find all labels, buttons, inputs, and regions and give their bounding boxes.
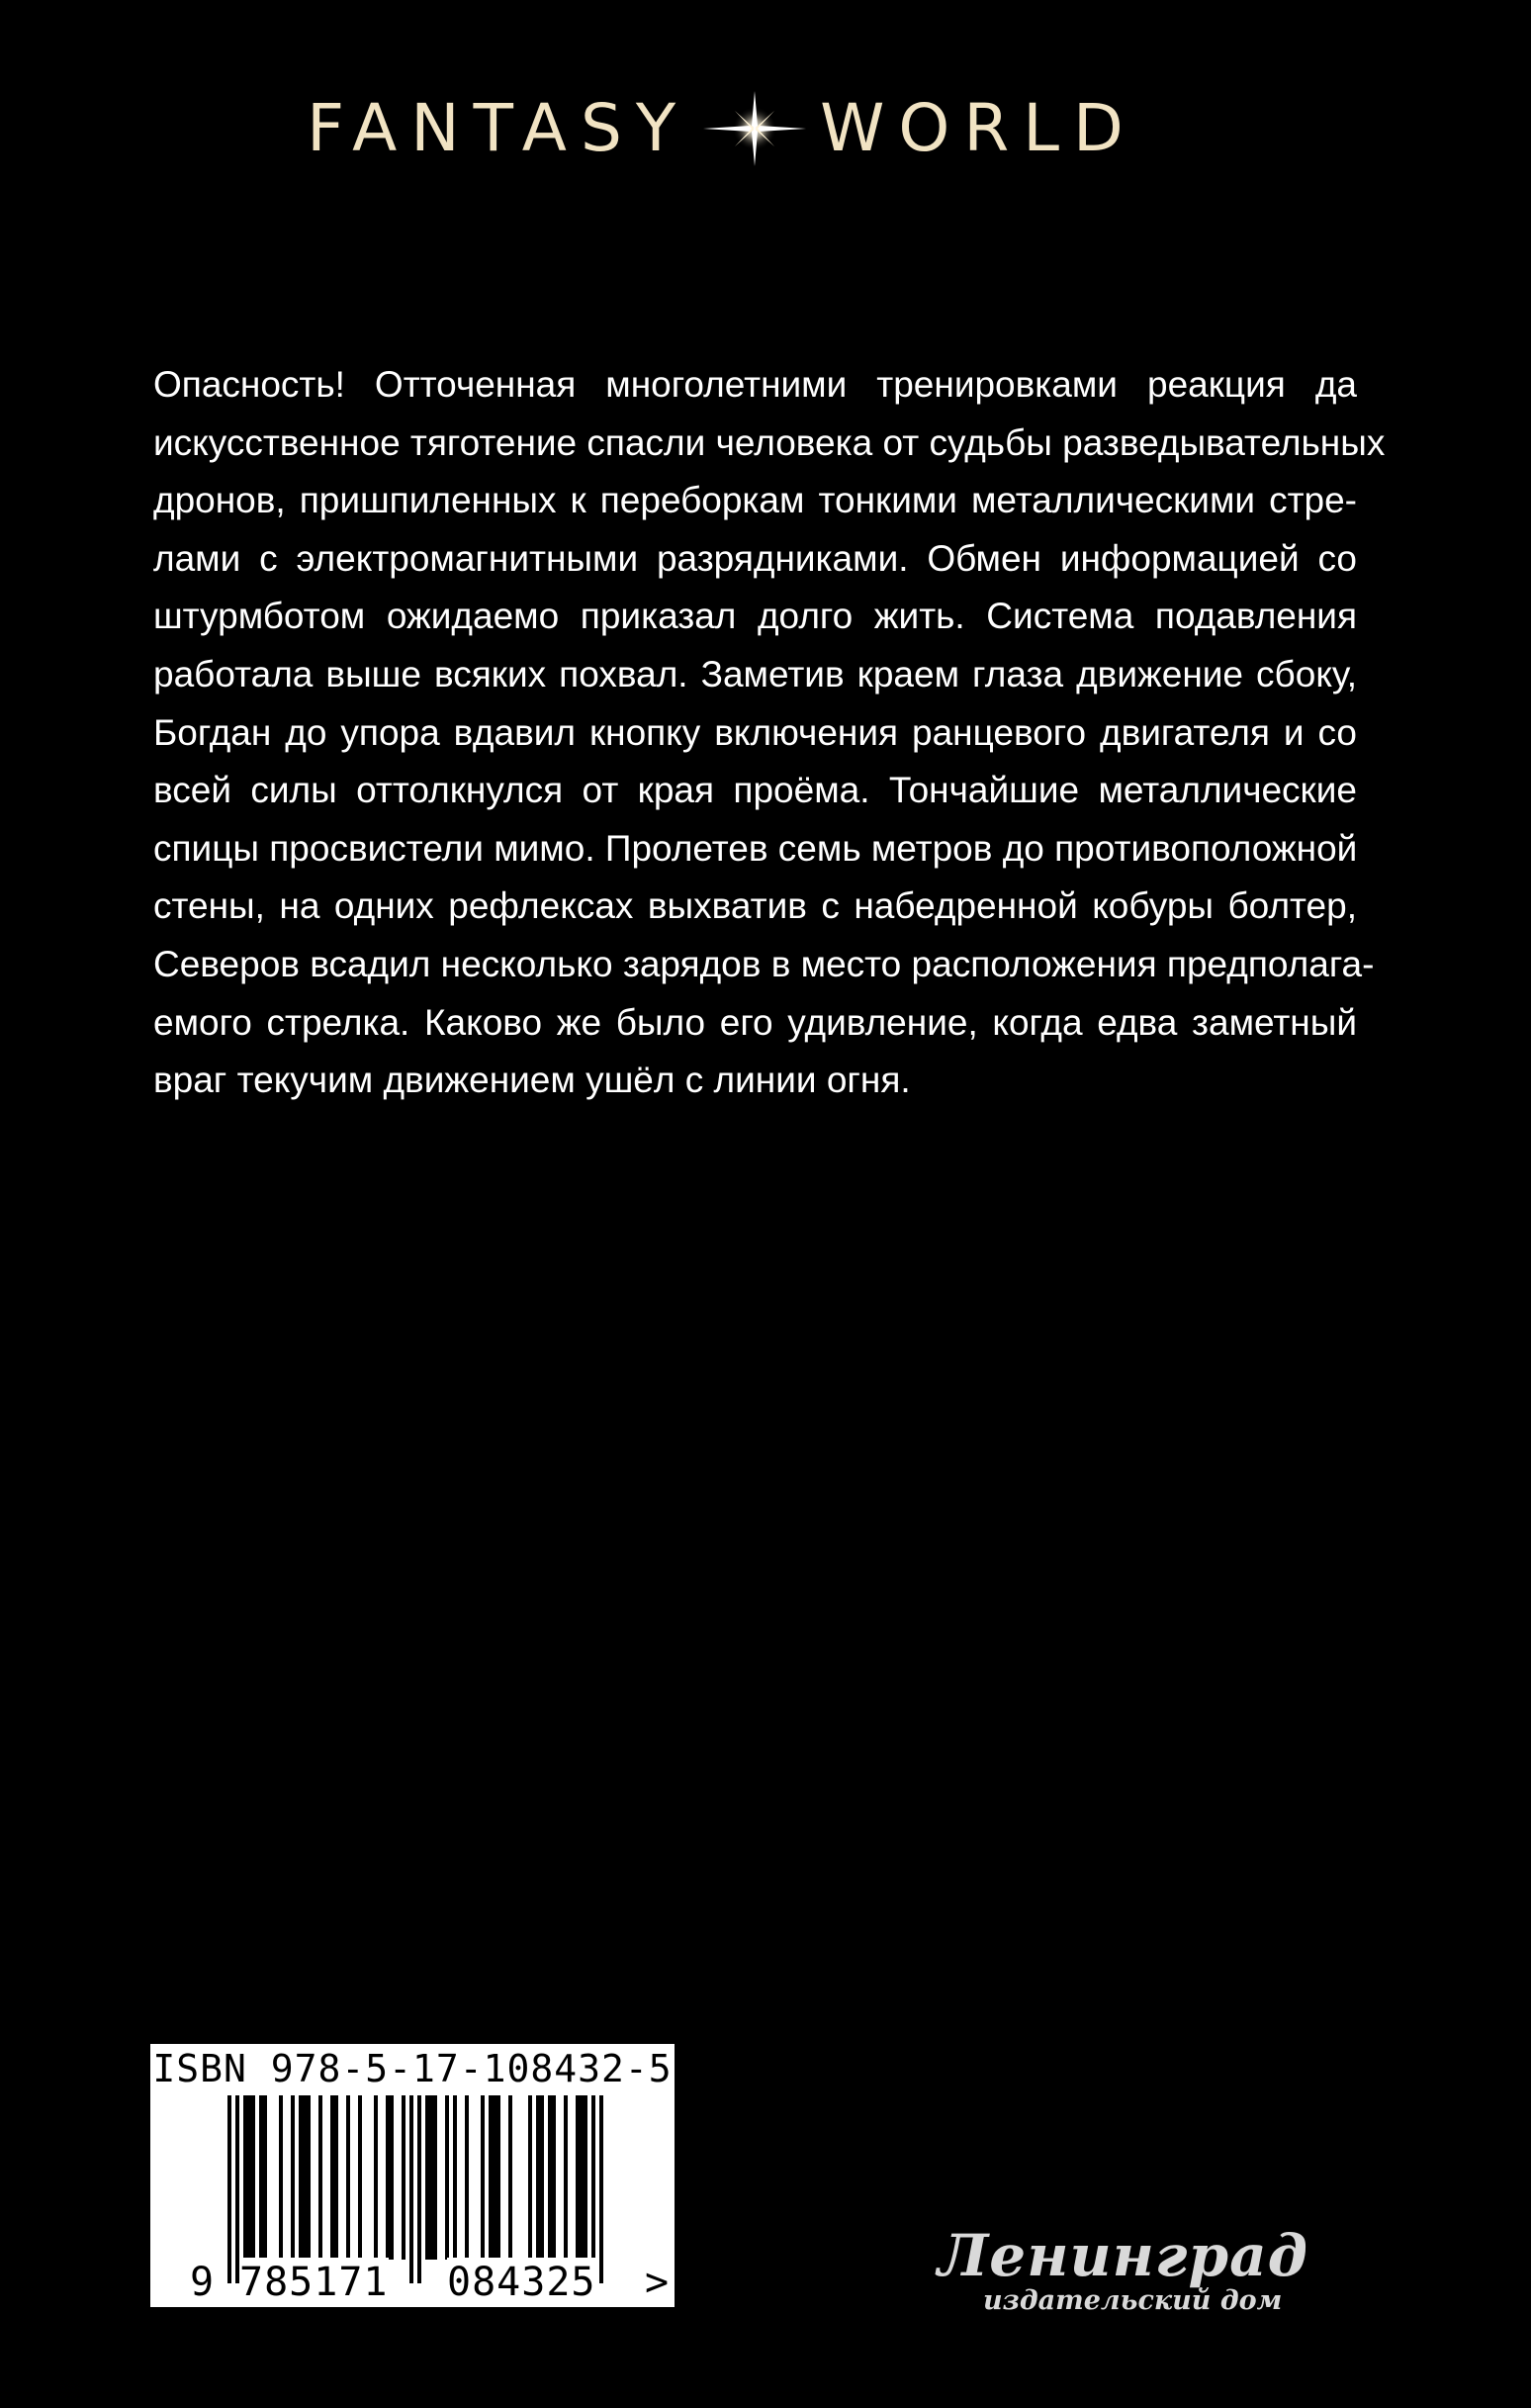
- barcode-bar: [489, 2095, 493, 2260]
- barcode-bar: [279, 2095, 283, 2260]
- barcode-bar: [247, 2095, 251, 2260]
- barcode-bar: [508, 2095, 512, 2260]
- barcode-bar: [552, 2095, 556, 2260]
- isbn-barcode: [150, 2044, 675, 2307]
- barcode-bar: [536, 2095, 540, 2260]
- barcode-bar: [390, 2095, 394, 2260]
- barcode-bar: [548, 2095, 552, 2260]
- publisher-name: Ленинград: [938, 2222, 1309, 2289]
- barcode-bar: [433, 2095, 437, 2260]
- isbn-number: ISBN 978-5-17-108432-5: [152, 2047, 673, 2090]
- barcode-bar: [330, 2095, 334, 2260]
- blurb-line-text: всей силы оттолкнулся от края проёма. Тончайшие металлические: [153, 770, 1357, 811]
- star-icon: [695, 89, 814, 168]
- barcode-bar: [465, 2095, 469, 2260]
- publisher-subtitle: издательский дом: [983, 2285, 1283, 2316]
- blurb-line: [153, 936, 1375, 994]
- barcode-bar: [425, 2095, 429, 2260]
- barcode-guard-bar: [409, 2095, 413, 2283]
- barcode-bar: [374, 2095, 378, 2260]
- barcode-bar: [580, 2095, 584, 2260]
- blurb-line-text: Северов всадил несколько зарядов в место расположения предполага-: [153, 943, 1375, 984]
- barcode-bar: [576, 2095, 580, 2260]
- barcode-bar: [496, 2095, 500, 2260]
- blurb-line-text: стены, на одних рефлексах выхватив с набедренной кобуры болтер,: [153, 885, 1357, 927]
- blurb-line-text: лами с электромагнитными разрядниками. Обмен информацией со: [153, 537, 1357, 579]
- barcode-bar: [291, 2095, 295, 2260]
- barcode-bar: [243, 2095, 247, 2260]
- blurb-text: [153, 356, 1386, 1110]
- blurb-line: [153, 762, 1357, 820]
- blurb-line: [153, 588, 1357, 646]
- blurb-line-text: дронов, пришпиленных к переборкам тонкими металлическими стре-: [153, 480, 1357, 521]
- barcode-digits: [150, 2258, 675, 2307]
- barcode-bar: [493, 2095, 496, 2260]
- blurb-line-text: Богдан до упора вдавил кнопку включения ранцевого двигателя и со: [153, 711, 1357, 753]
- barcode-arrow: >: [645, 2260, 670, 2305]
- barcode-bar: [303, 2095, 307, 2260]
- series-word-left: FANTASY: [307, 90, 690, 166]
- blurb-line: [153, 704, 1357, 763]
- barcode-bar: [334, 2095, 338, 2260]
- barcode-digits-group1: 785171: [239, 2260, 389, 2305]
- barcode-bar: [445, 2095, 449, 2260]
- blurb-line: [153, 356, 1357, 415]
- blurb-line-text: емого стрелка. Каково же было его удивление, когда едва заметный: [153, 1001, 1357, 1043]
- barcode-bar: [564, 2095, 568, 2260]
- barcode-bar: [318, 2095, 322, 2260]
- barcode-bar: [528, 2095, 532, 2260]
- barcode-digit-first: 9: [190, 2260, 215, 2305]
- barcode-bar: [402, 2095, 405, 2260]
- barcode-bar: [584, 2095, 587, 2260]
- barcode-guard-bar: [591, 2095, 595, 2283]
- barcode-guard-bar: [227, 2095, 231, 2283]
- blurb-line-text: Опасность! Отточенная многолетними тренировками реакция да: [153, 364, 1357, 405]
- barcode-guard-bar: [235, 2095, 239, 2283]
- series-word-right: WORLD: [820, 90, 1137, 166]
- blurb-line: [153, 646, 1357, 704]
- barcode-bar: [346, 2095, 350, 2260]
- blurb-line-text: штурмботом ожидаемо приказал долго жить. Система подавления: [153, 596, 1357, 637]
- barcode-digits-group2: 084325: [447, 2260, 596, 2305]
- barcode-bar: [540, 2095, 544, 2260]
- barcode-guard-bar: [599, 2095, 603, 2283]
- series-logo: [198, 89, 1246, 168]
- barcode-bar: [481, 2095, 485, 2260]
- blurb-line-text: искусственное тяготение спасли человека от судьбы разведывательных: [153, 421, 1386, 463]
- blurb-line-text: спицы просвистели мимо. Пролетев семь метров до противоположной: [153, 827, 1358, 869]
- barcode-bar: [251, 2095, 255, 2260]
- barcode-bar: [429, 2095, 433, 2260]
- publisher-logo: [938, 2224, 1313, 2323]
- blurb-line: [153, 820, 1357, 879]
- blurb-line-text: враг текучим движением ушёл с линии огня.: [153, 1060, 911, 1101]
- barcode-bar: [263, 2095, 267, 2260]
- barcode-bars: [168, 2095, 657, 2283]
- barcode-bar: [307, 2095, 311, 2260]
- barcode-bar: [358, 2095, 362, 2260]
- blurb-line: [153, 530, 1357, 589]
- blurb-line: [153, 1052, 1357, 1110]
- barcode-bar: [453, 2095, 457, 2260]
- blurb-line-text: работала выше всяких похвал. Заметив краем глаза движение сбоку,: [153, 653, 1357, 695]
- barcode-bar: [299, 2095, 303, 2260]
- barcode-bar: [386, 2095, 390, 2260]
- barcode-guard-bar: [417, 2095, 421, 2283]
- barcode-bar: [259, 2095, 263, 2260]
- blurb-line: [153, 415, 1386, 473]
- blurb-line: [153, 878, 1357, 936]
- blurb-line: [153, 472, 1357, 530]
- blurb-line: [153, 994, 1357, 1053]
